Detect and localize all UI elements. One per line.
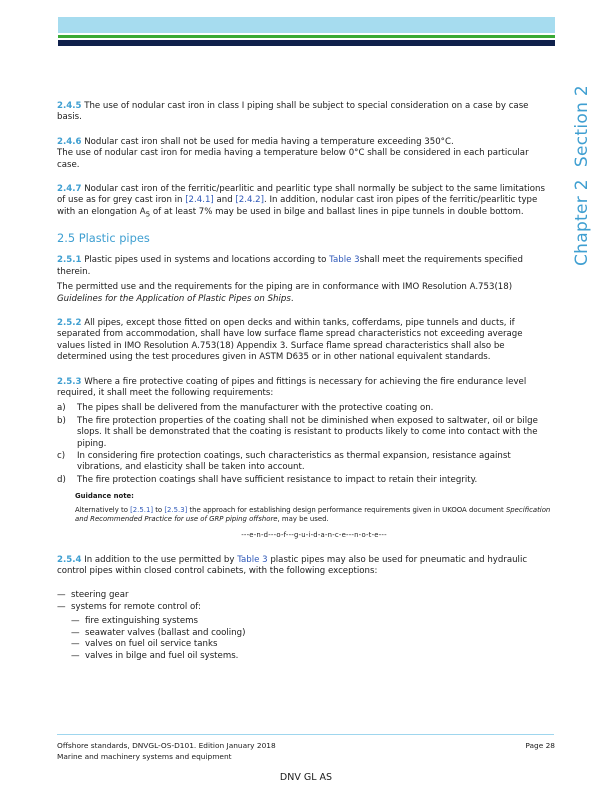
clause-2-5-1 xyxy=(57,255,553,278)
link-table-3[interactable]: Table 3 xyxy=(329,255,360,266)
chapter-section-label xyxy=(572,85,592,266)
clause-text: Where a fire protective coating of pipes and fittings is necessary for achieving the fire endurance level required, it shall meet the following requirements: xyxy=(57,376,527,399)
header-band-navy xyxy=(58,40,555,46)
dash-marker: — xyxy=(71,650,80,661)
list-item: b) The fire protection properties of the coating shall not be diminished when exposed to saltwater, oil or bilge slops. It shall be demonstrated that the coating is resistant to products likely to come into contact with the piping. xyxy=(57,415,538,449)
clause-number: 2.5.1 xyxy=(57,255,82,266)
clause-number: 2.4.5 xyxy=(57,101,82,111)
clause-text: Plastic pipes used in systems and locations according to xyxy=(84,255,327,266)
conjunction: and xyxy=(216,195,233,206)
period: . xyxy=(290,293,294,304)
dash-marker: — xyxy=(57,601,66,612)
clause-2-4-5 xyxy=(57,101,553,124)
link-2-5-1[interactable]: [2.5.1] xyxy=(130,505,154,514)
clause-2-4-6 xyxy=(57,137,553,148)
clause-text: plastic pipes may also be used for pneumatic and hydraulic control pipes within closed control cabinets, with the following exceptions: xyxy=(57,554,528,577)
requirements-list xyxy=(57,403,553,486)
list-item: — fire extinguishing systems xyxy=(71,616,198,627)
clause-text: Nodular cast iron shall not be used for media having a temperature exceeding 350°C. xyxy=(84,136,454,147)
section-label: Section 2 xyxy=(572,85,592,168)
guidance-note xyxy=(75,492,553,540)
exceptions-list xyxy=(57,590,553,613)
footer-standard: Offshore standards, DNVGL-OS-D101. Edition January 2018 xyxy=(57,741,276,750)
clause-2-5-2 xyxy=(57,318,553,364)
document-body xyxy=(57,101,553,662)
list-item: c) In considering fire protection coatings, such characteristics as thermal expansion, resistance against vibrations, and elasticity shall be taken into account. xyxy=(57,451,511,473)
list-item: — systems for remote control of: xyxy=(57,601,201,612)
dash-marker: — xyxy=(57,590,66,601)
page-number: Page 28 xyxy=(525,741,555,750)
clause-number: 2.5.2 xyxy=(57,318,82,328)
chapter-label: Chapter 2 xyxy=(572,179,592,266)
remote-control-sublist xyxy=(71,616,553,662)
clause-2-5-4 xyxy=(57,555,553,578)
clause-text: shall meet the requirements specified therein. xyxy=(57,255,523,277)
guidance-end-marker: ---e-n-d---o-f---g-u-i-d-a-n-c-e---n-o-t-e--- xyxy=(241,531,387,540)
company-name: DNV GL AS xyxy=(279,772,333,783)
dash-marker: — xyxy=(71,639,80,650)
guidance-text: Alternatively to [2.5.1] to [2.5.3] the approach for establishing design performance requirements given in UKOOA document Specification and Recommended Practice for use of GRP piping offshore, may be used. xyxy=(75,505,551,524)
clause-number: 2.4.7 xyxy=(57,184,82,195)
clause-text: of at least 7% may be used in bilge and ballast lines in pipe tunnels in double bottom. xyxy=(152,206,524,217)
subscript: 5 xyxy=(145,209,151,219)
list-item: — valves on fuel oil service tanks xyxy=(71,639,218,650)
clause-number: 2.5.3 xyxy=(57,376,82,387)
footer-subtitle: Marine and machinery systems and equipment xyxy=(57,752,232,761)
clause-number: 2.4.6 xyxy=(57,136,82,147)
clause-text: . In addition, nodular cast iron pipes of the ferritic/pearlitic type with an elongation A xyxy=(57,195,538,217)
guideline-title: Guidelines for the Application of Plastic Pipes on Ships xyxy=(57,293,291,304)
clause-text: All pipes, except those fitted on open decks and within tanks, cofferdams, pipe tunnels and ducts, if separated from accommodation, shall have low surface flame spread characteristics not exceeding average values listed in IMO Resolution A.753(18) Appendix 3. Surface flame spread characteristics shall also be determined using the test procedures given in ASTM D635 or in other national equivalent standards. xyxy=(57,318,523,363)
section-heading-plastic-pipes: 2.5 Plastic pipes xyxy=(57,230,150,245)
clause-text: Nodular cast iron of the ferritic/pearlitic and pearlitic type shall normally be subject to the same limitations of use as for grey cast iron in xyxy=(57,184,545,206)
link-2-5-3[interactable]: [2.5.3] xyxy=(164,505,188,514)
clause-2-5-3 xyxy=(57,377,553,400)
document-title: Specification and Recommended Practice for use of GRP piping offshore xyxy=(75,505,551,524)
list-item: — steering gear xyxy=(57,590,129,601)
list-item: a) The pipes shall be delivered from the manufacturer with the protective coating on. xyxy=(57,403,434,414)
link-2-4-2[interactable]: [2.4.2] xyxy=(235,195,264,206)
clause-2-5-1-para2 xyxy=(57,282,553,305)
clause-2-4-6-para2: The use of nodular cast iron for media having a temperature below 0°C shall be considered in each particular case. xyxy=(57,148,529,170)
clause-text: In addition to the use permitted by xyxy=(84,554,235,565)
header-band-light xyxy=(58,17,555,33)
guidance-heading: Guidance note: xyxy=(75,492,134,501)
clause-2-4-7 xyxy=(57,184,553,220)
clause-text: The permitted use and the requirements for the piping are in conformance with IMO Resolution A.753(18) xyxy=(57,282,513,293)
clause-number: 2.5.4 xyxy=(57,554,82,565)
list-item: — valves in bilge and fuel oil systems. xyxy=(71,650,239,661)
link-table-3[interactable]: Table 3 xyxy=(237,554,268,565)
header-band-green xyxy=(58,35,555,38)
footer-document-info xyxy=(57,740,276,762)
dash-marker: — xyxy=(71,627,80,638)
list-item: — seawater valves (ballast and cooling) xyxy=(71,627,246,638)
clause-text: The use of nodular cast iron in class I piping shall be subject to special consideration on a case by case basis. xyxy=(57,101,529,123)
link-2-4-1[interactable]: [2.4.1] xyxy=(185,195,214,206)
dash-marker: — xyxy=(71,616,80,627)
footer-divider xyxy=(57,734,554,735)
list-item: d) The fire protection coatings shall have sufficient resistance to impact to retain their integrity. xyxy=(57,474,478,485)
